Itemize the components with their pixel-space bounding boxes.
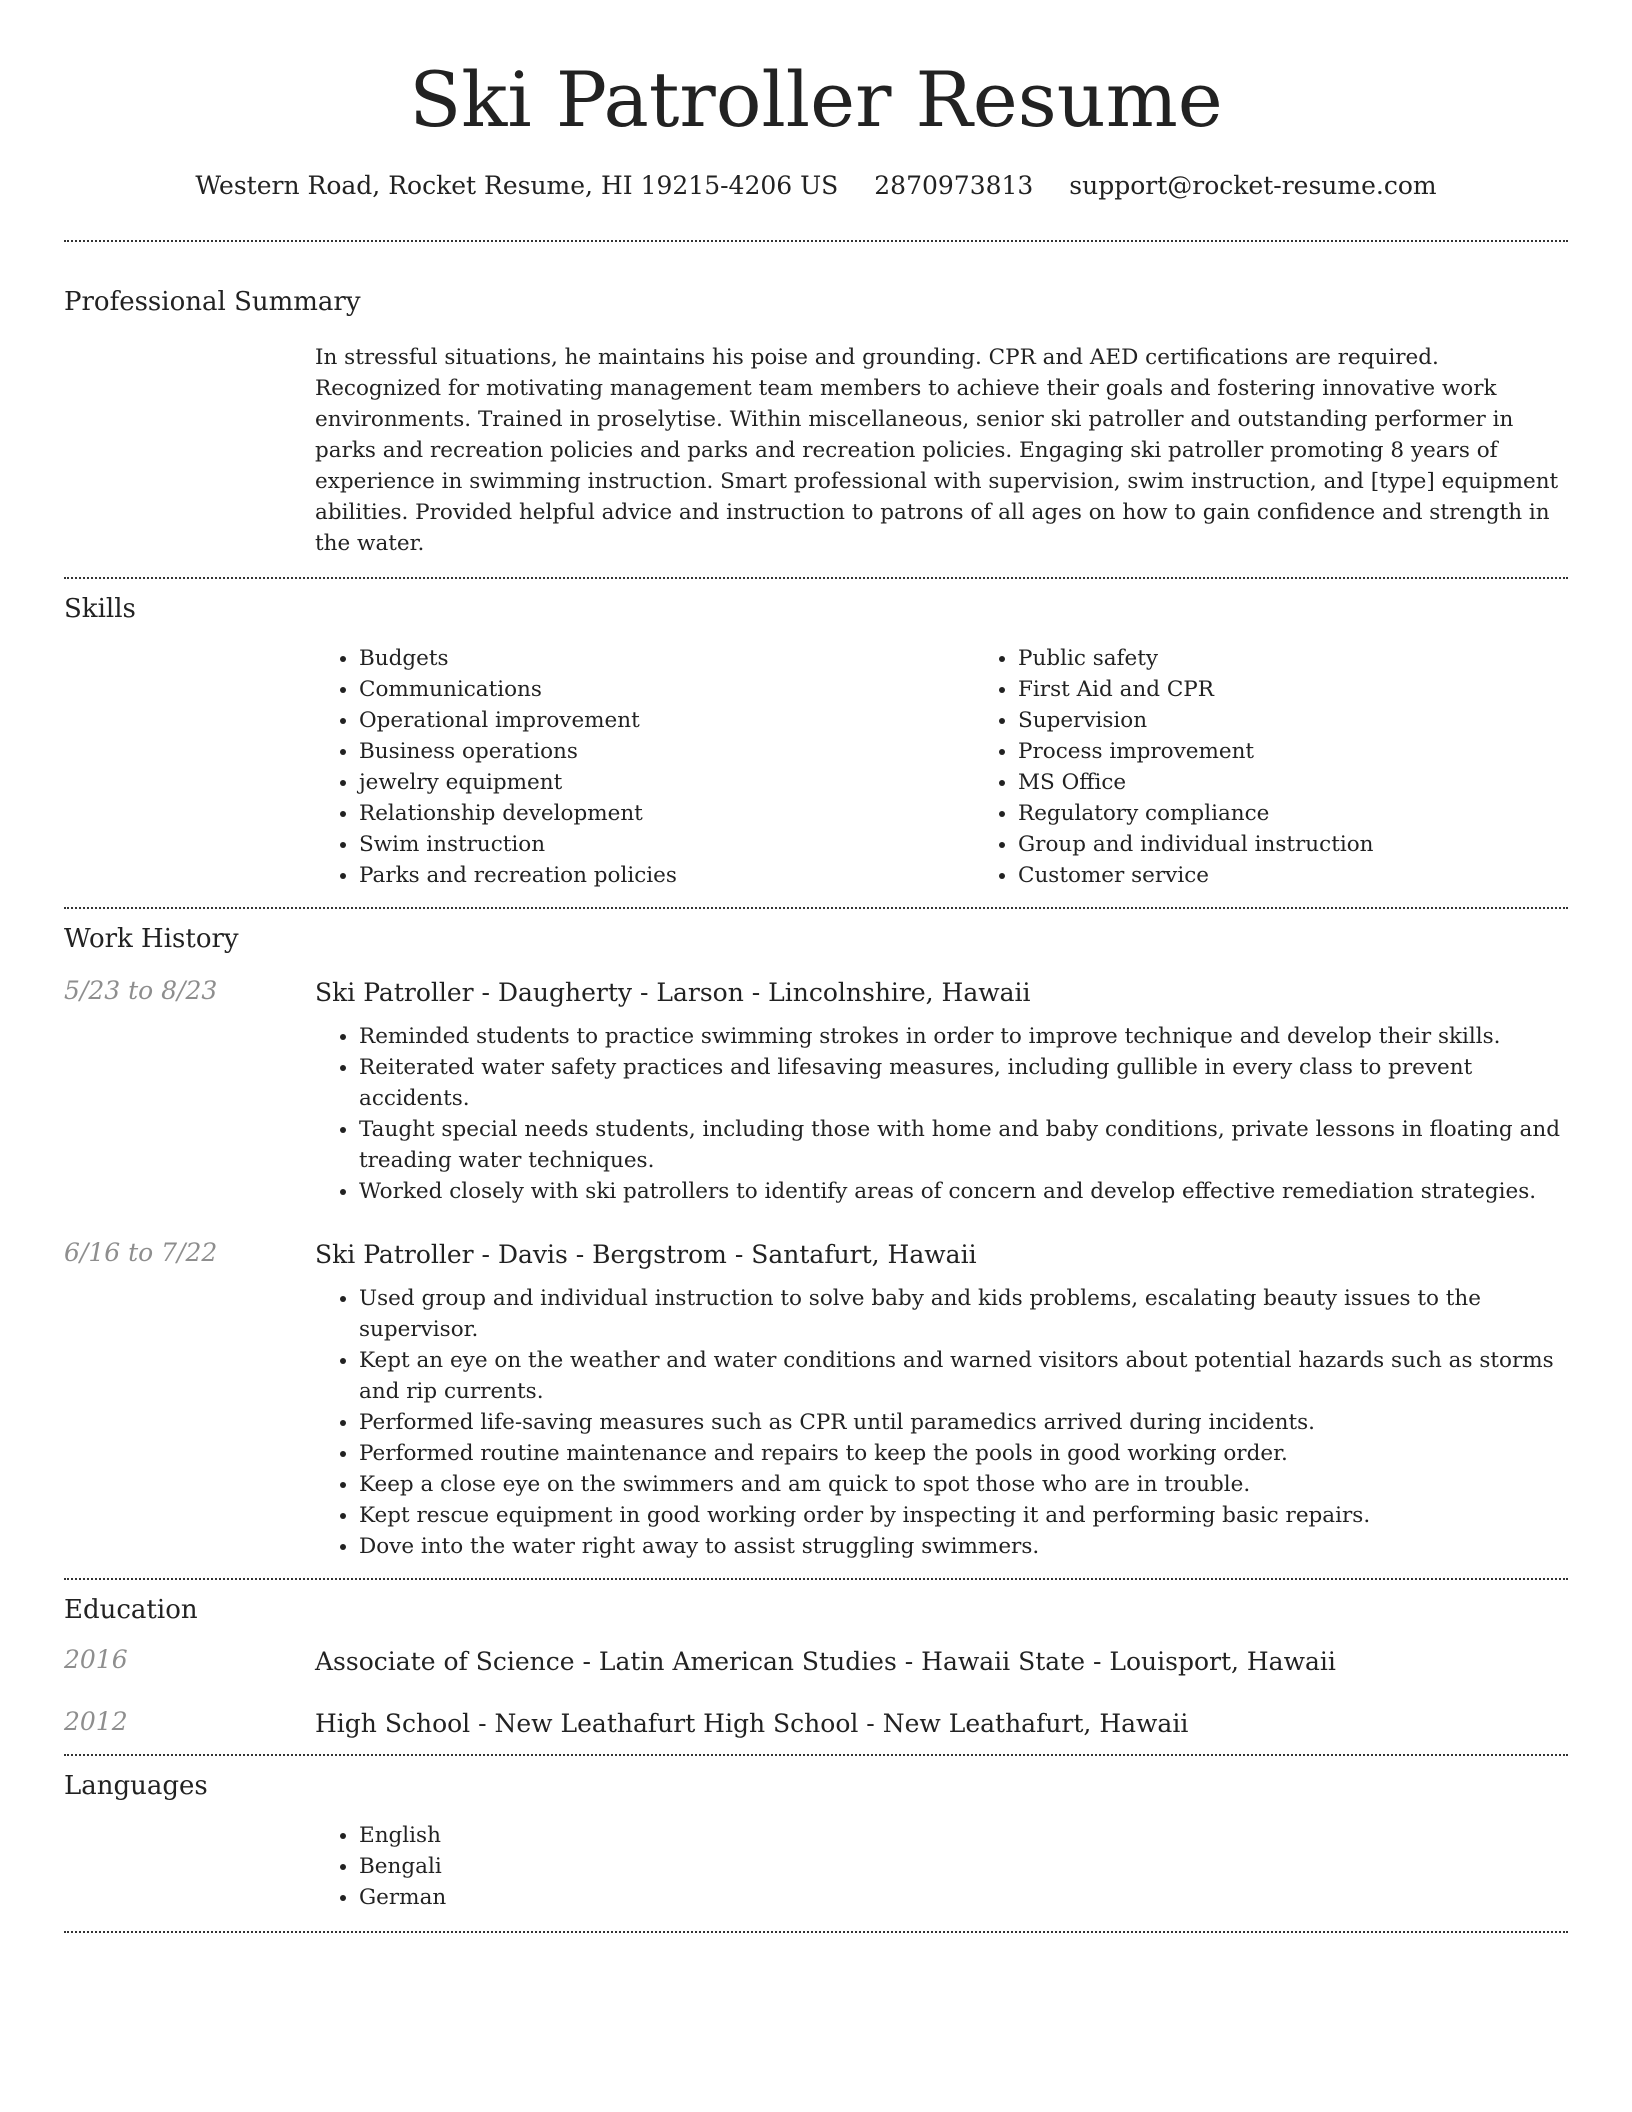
job-entry <box>64 1235 1568 1578</box>
job-bullet: • Performed life-saving measures such as CPR until paramedics arrived during incidents. <box>359 1407 1568 1438</box>
skill-item: • MS Office <box>1018 767 1632 798</box>
summary-text: In stressful situations, he maintains his poise and grounding. CPR and AED certifications are required. Recognized for motivating management team members to achieve their goals and fostering innovative work environments. Trained in proselytise. Within miscellaneous, senior ski patroller and outstanding performer in parks and recreation policies and parks and recreation policies. Engaging ski patroller promoting 8 years of experience in swimming instruction. Smart professional with supervision, swim instruction, and [type] equipment abilities. Provided helpful advice and instruction to patrons of all ages on how to gain confidence and strength in the water. <box>315 345 1559 556</box>
job-bullet: • Performed routine maintenance and repairs to keep the pools in good working order. <box>359 1438 1568 1469</box>
skill-item: • Relationship development <box>359 798 974 829</box>
education-year: 2012 <box>64 1707 128 1736</box>
skill-item: • Business operations <box>359 736 974 767</box>
skill-item: • Operational improvement <box>359 705 974 736</box>
job-bullet: • Taught special needs students, including those with home and baby conditions, private lessons in floating and treading water techniques. <box>359 1114 1568 1176</box>
skill-item: • jewelry equipment <box>359 767 974 798</box>
language-item: • Bengali <box>359 1851 1568 1882</box>
education-section <box>64 1580 1568 1754</box>
skill-item: • Budgets <box>359 643 974 674</box>
job-bullet: • Kept an eye on the weather and water conditions and warned visitors about potential hazards such as storms and rip currents. <box>359 1345 1568 1407</box>
skill-item: • Communications <box>359 674 974 705</box>
job-bullet: • Used group and individual instruction to solve baby and kids problems, escalating beauty issues to the supervisor. <box>359 1283 1568 1345</box>
skill-item: • Supervision <box>1018 705 1632 736</box>
education-heading: High School - New Leathafurt High School - New Leathafurt, Hawaii <box>315 1709 1189 1738</box>
summary-section <box>64 242 1568 577</box>
skill-item: • Parks and recreation policies <box>359 860 974 891</box>
skill-item: • Public safety <box>1018 643 1632 674</box>
skill-item: • Customer service <box>1018 860 1632 891</box>
section-title-education: Education <box>64 1595 198 1625</box>
job-bullet: • Keep a close eye on the swimmers and am quick to spot those who are in trouble. <box>359 1469 1568 1500</box>
job-bullets <box>315 1283 1568 1562</box>
job-bullet: • Dove into the water right away to assist struggling swimmers. <box>359 1531 1568 1562</box>
language-item: • English <box>359 1820 1568 1851</box>
phone-text: 2870973813 <box>874 171 1034 200</box>
resume-title: Ski Patroller Resume <box>409 55 1223 144</box>
email-text: support@rocket-resume.com <box>1069 171 1437 200</box>
skills-list-left <box>315 643 974 891</box>
job-bullet: • Reiterated water safety practices and lifesaving measures, including gullible in every class to prevent accidents. <box>359 1052 1568 1114</box>
skills-list-right <box>974 643 1632 891</box>
section-title-work-history: Work History <box>64 924 239 954</box>
section-title-summary: Professional Summary <box>64 287 361 317</box>
address-text: Western Road, Rocket Resume, HI 19215-4206 US <box>195 171 839 200</box>
job-bullet: • Reminded students to practice swimming strokes in order to improve technique and develop their skills. <box>359 1021 1568 1052</box>
work-history-section <box>64 909 1568 1578</box>
job-dates: 5/23 to 8/23 <box>64 976 218 1005</box>
section-title-skills: Skills <box>64 594 136 624</box>
contact-line <box>64 168 1568 204</box>
languages-section <box>64 1756 1568 1931</box>
education-entry <box>64 1706 1568 1754</box>
education-year: 2016 <box>64 1645 128 1674</box>
languages-list <box>315 1820 1568 1913</box>
skill-item: • Group and individual instruction <box>1018 829 1632 860</box>
language-item: • German <box>359 1882 1568 1913</box>
job-bullet: • Worked closely with ski patrollers to identify areas of concern and develop effective remediation strategies. <box>359 1176 1568 1207</box>
divider <box>64 1931 1568 1933</box>
job-dates: 6/16 to 7/22 <box>64 1238 218 1267</box>
skill-item: • Swim instruction <box>359 829 974 860</box>
job-bullet: • Kept rescue equipment in good working order by inspecting it and performing basic repairs. <box>359 1500 1568 1531</box>
skill-item: • Regulatory compliance <box>1018 798 1632 829</box>
section-title-languages: Languages <box>64 1771 208 1801</box>
education-heading: Associate of Science - Latin American Studies - Hawaii State - Louisport, Hawaii <box>315 1647 1336 1676</box>
job-bullets <box>315 1021 1568 1207</box>
job-heading: Ski Patroller - Daugherty - Larson - Lincolnshire, Hawaii <box>315 978 1031 1007</box>
education-entry <box>64 1644 1568 1706</box>
job-entry <box>64 973 1568 1235</box>
job-heading: Ski Patroller - Davis - Bergstrom - Santafurt, Hawaii <box>315 1240 977 1269</box>
skill-item: • Process improvement <box>1018 736 1632 767</box>
skills-section <box>64 579 1568 907</box>
skill-item: • First Aid and CPR <box>1018 674 1632 705</box>
